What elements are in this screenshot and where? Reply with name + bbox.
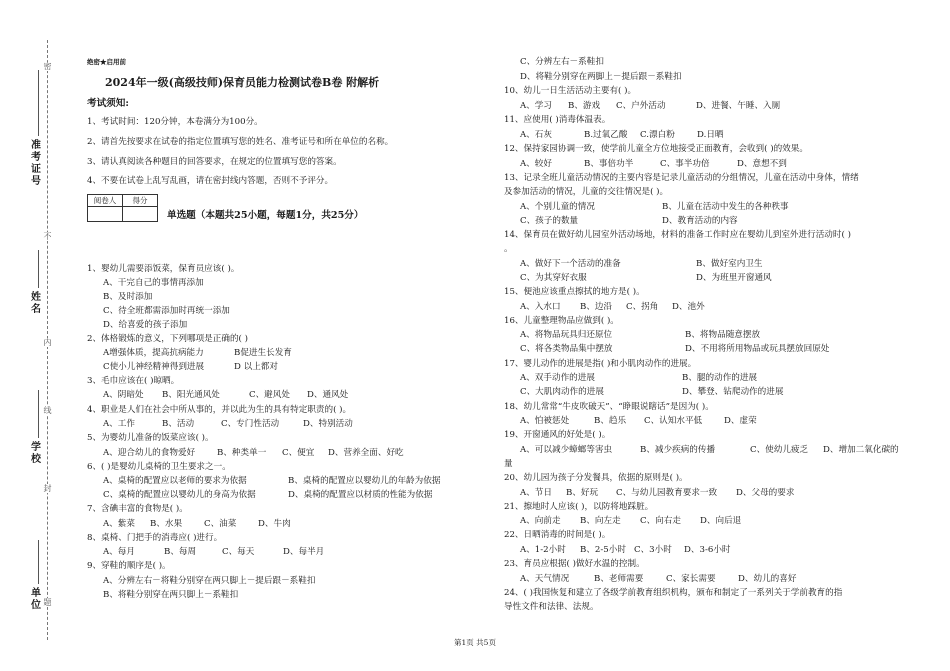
question-17-option-c: C、大肌肉动作的进展 xyxy=(520,387,604,397)
question-24-stem: 24、( )我国恢复和建立了各级学前教育组织机构，颁布和制定了一系列关于学前教育的指 xyxy=(504,588,843,598)
score-header: 得分 xyxy=(123,195,158,207)
question-20-stem: 20、幼儿园为孩子分发餐具，依据的原则是( )。 xyxy=(504,473,688,483)
question-14-option-b: B、做好室内卫生 xyxy=(696,259,763,269)
question-16-stem: 16、儿童整理物品应做到( )。 xyxy=(504,316,619,326)
seal-char-4: 线 xyxy=(43,406,52,415)
question-12-stem: 12、保持家园协调一致，使学前儿童全方位地接受正面教育，会收到( )的效果。 xyxy=(504,144,808,154)
question-23-option-d: D、幼儿的喜好 xyxy=(738,574,797,584)
instruction-item: 1、考试时间：120分钟，本卷满分为100分。 xyxy=(87,117,263,127)
question-7-stem: 7、含碘丰富的食物是( )。 xyxy=(87,504,188,514)
question-20-option-b: B、好玩 xyxy=(566,488,599,498)
question-11-option-b: B.过氧乙酸 xyxy=(584,130,628,140)
question-11-option-c: C.漂白粉 xyxy=(640,130,675,140)
question-9-option-c: C、分辨左右－系鞋扣 xyxy=(520,57,604,67)
question-20-option-d: D、父母的要求 xyxy=(736,488,795,498)
question-9-option-a: A、分辨左右－将鞋分别穿在两只脚上－提后跟－系鞋扣 xyxy=(103,576,316,586)
question-1-option-b: B、及时添加 xyxy=(103,292,153,302)
question-10-option-d: D、进餐、午睡、入厕 xyxy=(696,101,781,111)
binding-margin xyxy=(0,0,80,671)
question-1-option-a: A、干完自己的事情再添加 xyxy=(103,278,204,288)
question-1-option-c: C、待全班都需添加时再统一添加 xyxy=(103,306,230,316)
question-18-option-d: D、虚荣 xyxy=(724,416,757,426)
question-2-option-b: B促进生长发育 xyxy=(234,348,292,358)
grader-cell xyxy=(88,207,123,222)
question-15-option-d: D、池外 xyxy=(672,302,705,312)
question-12-option-d: D、意想不到 xyxy=(737,159,787,169)
question-18-stem: 18、幼儿常常“牛皮吹破天”、“睁眼说瞎话”是因为( )。 xyxy=(504,402,714,412)
seal-char-5: 封 xyxy=(43,484,52,493)
question-14-option-a: A、做好下一个活动的准备 xyxy=(520,259,621,269)
question-5-stem: 5、为婴幼儿准备的饭菜应该( )。 xyxy=(87,433,214,443)
question-14-option-d: D、为班里开窗通风 xyxy=(696,273,772,283)
question-6-option-d: D、桌椅的配置应以材质的性能为依据 xyxy=(288,490,433,500)
question-5-option-c: C、便宜 xyxy=(282,448,315,458)
question-3-stem: 3、毛巾应该在( )晾晒。 xyxy=(87,376,180,386)
question-10-option-a: A、学习 xyxy=(520,101,552,111)
question-13-option-a: A、个别儿童的情况 xyxy=(520,202,595,212)
question-19-option-b: B、减少疾病的传播 xyxy=(640,445,716,455)
question-24-stem-cont: 导性文件和法律、法规。 xyxy=(504,602,599,612)
question-17-stem: 17、婴儿动作的进展是指( )和小肌肉动作的进展。 xyxy=(504,359,697,369)
seal-char-3: 内 xyxy=(43,338,52,347)
question-12-option-c: C、事半功倍 xyxy=(660,159,710,169)
question-9-option-d: D、将鞋分别穿在两脚上－提后跟－系鞋扣 xyxy=(520,72,682,82)
question-3-option-d: D、通风处 xyxy=(307,390,349,400)
question-1-option-d: D、给喜爱的孩子添加 xyxy=(103,320,188,330)
question-21-option-d: D、向后退 xyxy=(700,516,742,526)
question-7-option-a: A、紫菜 xyxy=(103,519,135,529)
page-title: 2024年一级(高级技师)保育员能力检测试卷B卷 附解析 xyxy=(105,76,380,89)
question-12-option-a: A、较好 xyxy=(520,159,552,169)
question-19-stem: 19、开窗通风的好处是( )。 xyxy=(504,430,611,440)
question-2-option-d: D 以上都对 xyxy=(234,362,278,372)
question-7-option-c: C、油菜 xyxy=(204,519,237,529)
instruction-item: 4、不要在试卷上乱写乱画，请在密封线内答题，否则不予评分。 xyxy=(87,176,334,186)
page-footer: 第1页 共5页 xyxy=(454,638,496,647)
question-11-stem: 11、应使用( )消毒体温表。 xyxy=(504,115,611,125)
question-22-option-d: D、3-6小时 xyxy=(684,545,731,555)
question-19-option-a: A、可以减少蟑螂等害虫 xyxy=(520,445,613,455)
field-label-unit: 单位 xyxy=(31,588,41,611)
question-4-option-c: C、专门性活动 xyxy=(221,419,280,429)
question-13-option-d: D、教育活动的内容 xyxy=(662,216,738,226)
question-6-option-a: A、桌椅的配置应以老师的要求为依据 xyxy=(103,476,247,486)
field-label-exam-number: 准考证号 xyxy=(31,140,41,187)
question-4-option-d: D、特别活动 xyxy=(303,419,353,429)
question-18-option-b: B、趋乐 xyxy=(594,416,627,426)
question-17-option-b: B、腿的动作的进展 xyxy=(682,373,758,383)
question-16-option-a: A、将物品玩具归还原位 xyxy=(520,330,613,340)
question-11-option-a: A、石灰 xyxy=(520,130,552,140)
score-cell xyxy=(123,207,158,222)
question-13-stem-cont: 及参加活动的情况，儿童的交往情况是( )。 xyxy=(504,187,669,197)
field-line-unit xyxy=(38,540,39,584)
question-19-option-d: D、增加二氧化碳的 xyxy=(823,445,899,455)
question-12-option-b: B、事倍功半 xyxy=(584,159,634,169)
seal-char-2: 不 xyxy=(43,232,52,241)
question-22-stem: 22、日晒消毒的时间是( )。 xyxy=(504,530,611,540)
question-18-option-c: C、认知水平低 xyxy=(644,416,703,426)
question-22-option-b: B、2-5小时 xyxy=(580,545,626,555)
question-4-option-b: B、活动 xyxy=(162,419,195,429)
instruction-item: 2、请首先按要求在试卷的指定位置填写您的姓名、准考证号和所在单位的名称。 xyxy=(87,137,394,147)
question-21-option-c: C、向右走 xyxy=(640,516,681,526)
question-13-stem: 13、记录全班儿童活动情况的主要内容是记录儿童活动的分组情况，儿童在活动中身体，情绪 xyxy=(504,173,859,183)
question-6-option-b: B、桌椅的配置应以婴幼儿的年龄为依据 xyxy=(288,476,441,486)
question-22-option-a: A、1-2小时 xyxy=(520,545,566,555)
question-23-option-c: C、家长需要 xyxy=(666,574,716,584)
field-line-exam-number xyxy=(38,70,39,136)
question-3-option-a: A、阴暗处 xyxy=(103,390,144,400)
question-8-option-c: C、每天 xyxy=(222,547,255,557)
instruction-item: 3、请认真阅读各种题目的回答要求，在规定的位置填写您的答案。 xyxy=(87,157,342,167)
question-13-option-c: C、孩子的数量 xyxy=(520,216,579,226)
field-label-name: 姓名 xyxy=(31,292,41,315)
question-15-stem: 15、便池应该重点擦拭的地方是( )。 xyxy=(504,287,645,297)
question-15-option-a: A、入水口 xyxy=(520,302,561,312)
question-8-option-d: D、每半月 xyxy=(283,547,325,557)
question-23-stem: 23、育员应根据( )做好水温的控制。 xyxy=(504,559,645,569)
question-17-option-d: D、攀登、钻爬动作的进展 xyxy=(682,387,784,397)
question-14-stem: 14、保育员在做好幼儿园室外活动场地，材料的准备工作时应在婴幼儿到室外进行活动时( ) xyxy=(504,230,851,240)
section-heading: 单选题（本题共25小题，每题1分，共25分） xyxy=(167,210,364,221)
question-15-option-c: C、拐角 xyxy=(626,302,659,312)
question-8-option-a: A、每月 xyxy=(103,547,135,557)
question-6-option-c: C、桌椅的配置应以婴幼儿的身高为依据 xyxy=(103,490,256,500)
question-5-option-d: D、营养全面、好吃 xyxy=(328,448,404,458)
question-19-option-c: C、使幼儿疲乏 xyxy=(750,445,809,455)
question-14-option-c: C、为其穿好衣服 xyxy=(520,273,587,283)
question-15-option-b: B、边沿 xyxy=(580,302,613,312)
seal-char-6: 题 xyxy=(43,598,52,607)
question-16-option-c: C、将各类物品集中摆放 xyxy=(520,344,613,354)
question-20-option-c: C、与幼儿园教育要求一致 xyxy=(616,488,718,498)
question-7-option-d: D、牛肉 xyxy=(258,519,291,529)
grader-table xyxy=(87,194,158,222)
question-8-option-b: B、每周 xyxy=(164,547,197,557)
question-4-option-a: A、工作 xyxy=(103,419,135,429)
question-11-option-d: D.日晒 xyxy=(697,130,724,140)
question-2-option-a: A增强体质，提高抗病能力 xyxy=(103,348,204,358)
question-10-option-b: B、游戏 xyxy=(568,101,601,111)
question-17-option-a: A、双手动作的进展 xyxy=(520,373,595,383)
question-14-stem-cont: 。 xyxy=(504,244,513,254)
question-3-option-c: C、避风处 xyxy=(249,390,290,400)
question-20-option-a: A、节日 xyxy=(520,488,552,498)
instructions-heading: 考试须知: xyxy=(87,98,129,109)
question-22-option-c: C、3小时 xyxy=(634,545,672,555)
question-1-stem: 1、婴幼儿需要添饭菜，保育员应该( )。 xyxy=(87,264,240,274)
question-10-stem: 10、幼儿一日生活活动主要有( )。 xyxy=(504,86,637,96)
question-3-option-b: B、阳光通风处 xyxy=(162,390,220,400)
question-4-stem: 4、职业是人们在社会中所从事的，并以此为生的具有特定职责的( )。 xyxy=(87,405,352,415)
question-6-stem: 6、( )是婴幼儿桌椅的卫生要求之一。 xyxy=(87,462,231,472)
question-23-option-a: A、天气情况 xyxy=(520,574,570,584)
question-21-option-b: B、向左走 xyxy=(580,516,621,526)
seal-char-1: 密 xyxy=(43,62,52,71)
question-9-option-b: B、将鞋分别穿在两只脚上－系鞋扣 xyxy=(103,590,239,600)
question-19-option-d-cont: 量 xyxy=(504,459,513,469)
grader-header: 阅卷人 xyxy=(88,195,123,207)
question-10-option-c: C、户外活动 xyxy=(616,101,666,111)
confidential-mark: 绝密★启用前 xyxy=(87,58,126,66)
field-label-school: 学校 xyxy=(31,442,41,465)
question-23-option-b: B、老师需要 xyxy=(594,574,644,584)
field-line-name xyxy=(38,250,39,288)
question-5-option-b: B、种类单一 xyxy=(217,448,267,458)
question-16-option-b: B、将物品随意摆放 xyxy=(685,330,761,340)
question-2-stem: 2、体格锻炼的意义，下列哪项是正确的( ) xyxy=(87,334,248,344)
field-line-school xyxy=(38,390,39,438)
question-9-stem: 9、穿鞋的顺序是( )。 xyxy=(87,561,171,571)
question-21-option-a: A、向前走 xyxy=(520,516,561,526)
question-18-option-a: A、怕被惩处 xyxy=(520,416,570,426)
question-8-stem: 8、桌椅、门把手的消毒应( )进行。 xyxy=(87,533,223,543)
question-7-option-b: B、水果 xyxy=(150,519,183,529)
question-13-option-b: B、儿童在活动中发生的各种秩事 xyxy=(662,202,789,212)
question-5-option-a: A、迎合幼儿的食物爱好 xyxy=(103,448,196,458)
question-2-option-c: C使小儿神经精神得到进展 xyxy=(103,362,205,372)
question-16-option-d: D、不用将所用物品或玩具摆放回原处 xyxy=(685,344,830,354)
question-21-stem: 21、擦地时人应该( )，以防将地踩脏。 xyxy=(504,502,654,512)
